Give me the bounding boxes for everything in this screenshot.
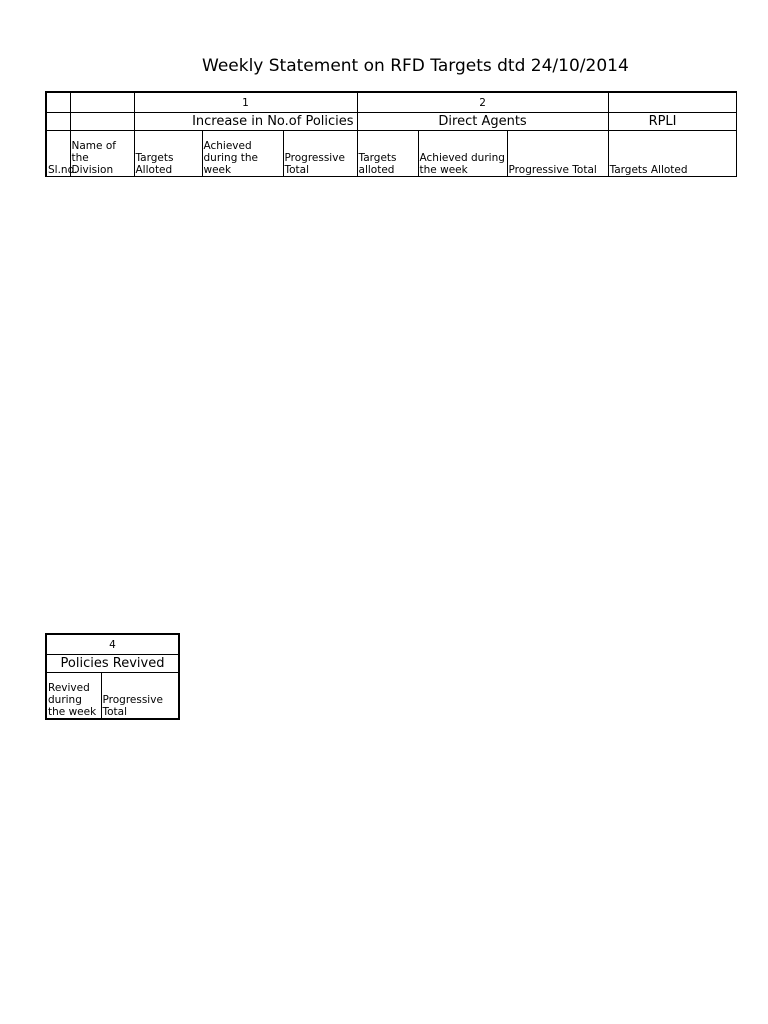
table-cell [46, 113, 70, 131]
column-header-revived: Revived during the week [46, 673, 101, 719]
group-header-direct-agents: Direct Agents [357, 113, 608, 131]
column-header-progressive: Progressive Total [507, 131, 608, 177]
column-header-progressive: Progressive Total [101, 673, 179, 719]
section-number-2: 2 [357, 92, 608, 113]
column-header-targets-alloted: Targets Alloted [134, 131, 202, 177]
rfd-targets-table-container [45, 91, 688, 181]
column-header-slno: Sl.no. [46, 131, 70, 177]
column-header-targets-alloted: Targets alloted [357, 131, 418, 177]
rfd-targets-table [45, 91, 737, 177]
page-title: Weekly Statement on RFD Targets dtd 24/10/2014 [202, 56, 629, 76]
table-cell [46, 92, 70, 113]
policies-revived-table-container [45, 633, 180, 720]
table-cell [608, 92, 736, 113]
column-header-achieved: Achieved during the week [418, 131, 507, 177]
table-cell [70, 113, 134, 131]
table-cell [70, 92, 134, 113]
group-header-rpli: RPLI [608, 113, 736, 131]
column-header-progressive: Progressive Total [283, 131, 357, 177]
column-header-targets-alloted: Targets Alloted [608, 131, 736, 177]
column-header-division: Name of the Division [70, 131, 134, 177]
section-number-4: 4 [46, 634, 179, 655]
policies-revived-table [45, 633, 180, 720]
group-header-policies: Increase in No.of Policies [134, 113, 357, 131]
section-number-1: 1 [134, 92, 357, 113]
column-header-achieved: Achieved during the week [202, 131, 283, 177]
group-header-policies-revived: Policies Revived [46, 655, 179, 673]
